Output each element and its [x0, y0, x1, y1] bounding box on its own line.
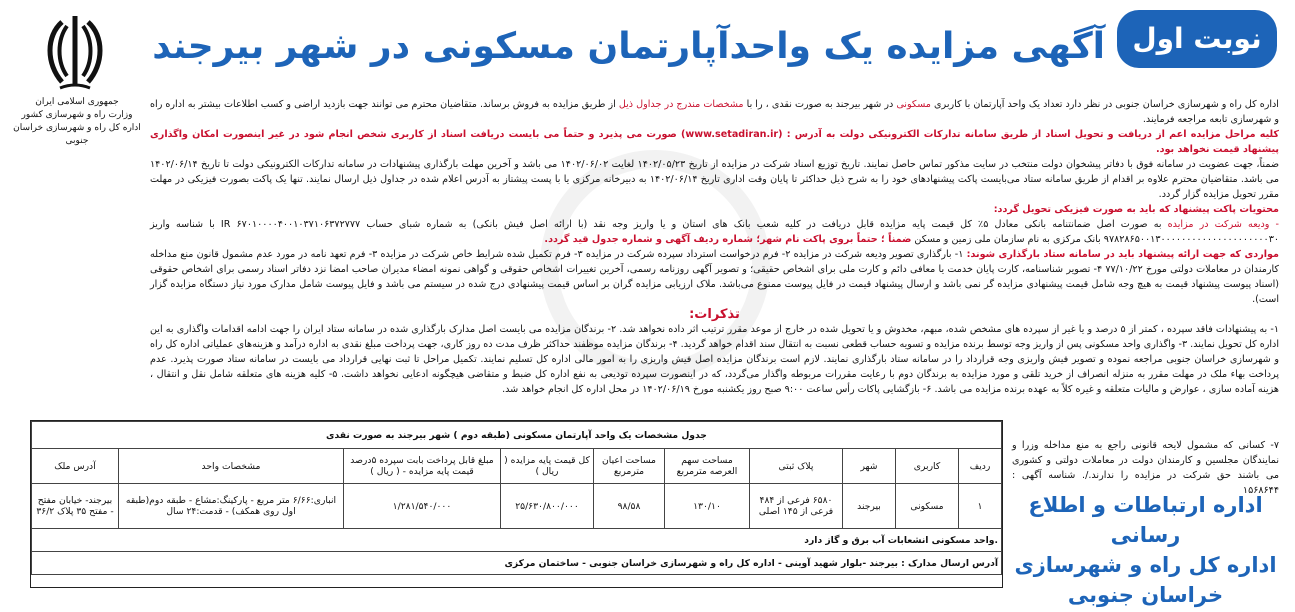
header-cell: کاربری [896, 449, 959, 484]
table-cell: ۹۸/۵۸ [594, 484, 665, 529]
header-cell: شهر [843, 449, 896, 484]
upload-title: مواردی که جهت ارائه پیشنهاد باید در سامانه ستاد بارگذاری شوند: [966, 249, 1279, 260]
property-table-box [30, 420, 1003, 588]
deposit-paragraph [150, 217, 1279, 247]
header-cell: ردیف [959, 449, 1002, 484]
header-cell: مشخصات واحد [119, 449, 344, 484]
setad-paragraph: کلیه مراحل مزایده اعم از دریافت و تحویل اسناد از طریق سامانه تدارکات الکترونیکی دولت به آدرس : (www.setadiran.ir) صورت می پذیرد و حتماً می بایست دریافت اسناد از کاربری شخص انجام شود در غیر اینصورت امکان واگذاری پیشنهاد قیمت نخواهد بود. [150, 129, 1279, 155]
notes-title: تذکرات: [689, 307, 740, 322]
intro-text-2: در شهر بیرجند به صورت نقدی ، را با [746, 99, 894, 110]
notice-title: آگهی مزایده یک واحدآپارتمان مسکونی در شهر بیرجند [152, 26, 1105, 67]
header-cell: کل قیمت پایه مزایده ( ریال ) [501, 449, 594, 484]
gov-line-1: جمهوری اسلامی ایران [35, 97, 119, 107]
notes-paragraph: ۱- به پیشنهادات فاقد سپرده ، کمتر از ۵ درصد و یا غیر از سپرده های مشخص شده، مبهم، مخدوش و یا تحویل شده در خارج از موعد مقرر ترتیب اثر داده نخواهد شد. ۲- برندگان مزایده می بایست اصل مدارک بارگذاری شده در سامانه ستاد ایران را جهت ادامه اقدامات واگذاری به این اداره کل تحویل نمایند. ۳- واگذاری واحد مسکونی پس از واریز وجه توسط برنده مزایده و تسویه حساب قطعی نسبت به انتقال سند اقدام خواهد گردید. ۴- برندگان مزایده موظفند حداکثر ظرف مدت ده روز کاری، جهت پرداخت مبلغ نقدی به اداره درآمد و هزینه‌های عملیاتی اداره کل راه و شهرسازی خراسان جنوبی مراجعه نموده و تصویر فیش واریزی وجه قرارداد را در سامانه ستاد بارگذاری نمایند. لازم است برندگان مزایده اصل فیش واریزی را به امور مالی اداره کل تسلیم نمایند. تکمیل مراحل تا ثبت نهایی قرارداد می بایست در سامانه ستاد صورت پذیرد. عدم پرداخت بهاء ملک در مهلت مقرر به منزله انصراف از خرید تلقی و مورد مزایده به برندگان دوم با رعایت مقررات مربوطه واگذار می‌گردد، که در اینصورت سپرده تودیعی به نفع اداره کل ضبط و متقاضی هیچگونه ادعایی نخواهد داشت. ۵- کلیه هزینه های متعلقه شامل نقل و انتقال ، هزینه آماده سازی ، عوارض و مالیات متعلقه و غیره کلاً به عهده برنده مزایده می باشد. ۶- بازگشایی پاکات رأس ساعت ۹:۰۰ صبح روز یکشنبه مورخ ۱۴۰۲/۰۶/۱۹ در محل اداره کل انجام خواهد شد. [150, 324, 1280, 395]
footer-line-1: اداره ارتباطات و اطلاع رسانی [1028, 493, 1263, 547]
table-cell: انباری:۶/۶۶ متر مربع - پارکینگ:مشاع - طبقه دوم(طبقه اول روی همکف) - قدمت:۲۴ سال [119, 484, 344, 529]
header-cell: مساحت اعیان مترمربع [594, 449, 665, 484]
deposit-red-note: ضمناً ؛ حتماً بروی پاکت نام شهر؛ شماره ردیف آگهی و شماره جدول قید گردد. [544, 234, 912, 245]
upload-text: ۱- بارگذاری تصویر ودیعه شرکت در مزایده ۲- فرم درخواست استرداد سپرده شرکت در مزایده ۳- فرم تکمیل شده شرایط خاص شرکت در مزایده ۳- فرم تعهد نامه در مورد عدم مشمول قانون منع مداخله کارمندان در معاملات دولتی مورخ ۷۷/۱۰/۲۲ ۴- تصویر شناسنامه، کارت پایان خدمت یا معافی دائم و کارت ملی برای اشخاص حقیقی؛ و تصویر آگهی روزنامه رسمی، آخرین تغییرات اشخاص حقوقی و گواهی نمونه امضاء مدیران صاحب امضا نزد دفاتر اسناد رسمی برای اشخاص حقوقی (اسناد پیوست پیشنهاد قیمت به هیچ وجه شامل قیمت پیشنهادی مزایده گر نمی باشد و ارسال پیشنهاد قیمت در فایل پیوست ممنوع می‌باشد. ملاک ارزیابی مزایده گران بر اساس قیمت پیشنهادی درج شده در سیستم می باشد و فایل پیوست شامل مدارک مورد نیاز دستگاه مزایده گزار است). [150, 249, 1279, 305]
issuing-office [1010, 490, 1281, 610]
first-round-badge: نوبت اول [1117, 10, 1277, 68]
gov-line-2: وزارت راه و شهرسازی کشور [21, 110, 133, 120]
footer-line-3: خراسان جنوبی [1067, 583, 1224, 607]
intro-paragraph [150, 97, 1279, 127]
table-cell: ۲۵/۶۳۰/۸۰۰/۰۰۰ [501, 484, 594, 529]
table-cell: ۱/۲۸۱/۵۴۰/۰۰۰ [344, 484, 501, 529]
table-row [32, 484, 1002, 529]
header-cell: مبلغ قابل پرداخت بابت سپرده ۵درصد قیمت پایه مزایده - ( ریال ) [344, 449, 501, 484]
footer-line-2: اداره کل راه و شهرسازی [1014, 553, 1277, 577]
intro-text-3: از طریق مزایده به فروش برساند. متقاضیان محترم می توانند جهت بازدید اراضی و کسب اطلاعات بیشتر به اداره راه و شهرسازی تابعه مراجعه فرمایند. [150, 99, 1279, 125]
table-cell: بیرجند- خیابان مفتح - مفتح ۳۵ پلاک ۳۶/۲ [32, 484, 119, 529]
upload-paragraph [150, 247, 1279, 307]
intro-text-1: اداره کل راه و شهرسازی خراسان جنوبی در نظر دارد تعداد یک واحد آپارتمان با کاربری [934, 99, 1279, 110]
utilities-note: .واحد مسکونی انشعابات آب برق و گاز دارد [32, 529, 1002, 552]
note-7: ۷- کسانی که مشمول لایحه قانونی راجع به منع مداخله وزرا و نمایندگان مجلسین و کارمندان دولت در معاملات دولتی و کشوری می باشند حق شرکت در مزایده را ندارند./. شناسه آگهی : ۱۵۶۸۶۴۴ [1012, 440, 1279, 496]
table-cell: ۱۳۰/۱۰ [665, 484, 750, 529]
table-caption: جدول مشخصات یک واحد آپارتمان مسکونی (طبقه دوم ) شهر بیرجند به صورت نقدی [32, 422, 1002, 449]
submission-address: آدرس ارسال مدارک : بیرجند -بلوار شهید آوینی - اداره کل راه و شهرسازی خراسان جنوبی - ساختمان مرکزی [32, 552, 1002, 575]
intro-red-1: مسکونی [896, 99, 931, 110]
ministry-lines [12, 96, 142, 148]
table-cell: مسکونی [896, 484, 959, 529]
table-cell: بیرجند [843, 484, 896, 529]
deposit-text: به صورت اصل ضمانتنامه بانکی معادل ۵٪ کل قیمت پایه مزایده قابل دریافت در کلیه شعب بانک های استان و یا واریز وجه نقد (با ارائه اصل فیش بانکی) به شماره شبای حساب IR ۶۷۰۱۰۰۰۰۴۰۰۱۰۳۷۱۰۶۳۷۲۷۷۷ با شناسه واریز ۹۷۸۲۸۶۵۰۰۱۳۰۰۰۰۰۰۰۰۰۰۰۰۰۰۰۰۰۰۰۰۰۳۰ بانک مرکزی به نام سازمان ملی زمین و مسکن [150, 219, 1279, 245]
table-cell: ۶۵۸۰ فرعی از ۴۸۴ فرعی از ۱۴۵ اصلی [750, 484, 843, 529]
table-header-row [32, 449, 1002, 484]
property-table [31, 421, 1002, 575]
intro-red-2: مشخصات مندرج در جداول ذیل [618, 99, 744, 110]
notice-body [150, 97, 1279, 397]
deposit-label: - ودیعه شرکت در مزایده [1167, 219, 1279, 230]
envelope-contents-title: محتویات پاکت پیشنهاد که باید به صورت فیزیکی تحویل گردد: [993, 204, 1279, 215]
header-cell: مساحت سهم العرصه مترمربع [665, 449, 750, 484]
timeline-paragraph: ضمناً، جهت عضویت در سامانه فوق با دفاتر پیشخوان دولت منتخب در سایت مذکور تماس حاصل نمایند. تاریخ توزیع اسناد شرکت در مزایده از تاریخ ۱۴۰۲/۰۵/۲۳ لغایت ۱۴۰۲/۰۶/۰۲ می باشد و آخرین مهلت بارگذاری پیشنهادات در سامانه تدارکات الکترونیکی دولت تا تاریخ ۱۴۰۲/۰۶/۱۴ می باشد. متقاضیان محترم علاوه بر اقدام از طریق سامانه ستاد می‌بایست پاکت پیشنهادهای خود را به شرح ذیل حداکثر تا پایان وقت اداری تاریخ ۱۴۰۲/۰۶/۱۴ به دبیرخانه مرکزی یا با پست پیشتاز به آدرس اعلام شده در جداول ذیل ارسال نمایند. تنها یک پاکت بصورت فیزیکی در مهلت مقرر تحویل مزایده گزار گردد. [150, 159, 1280, 200]
header-cell: پلاک ثبتی [750, 449, 843, 484]
iran-emblem-icon [40, 12, 110, 94]
header-cell: آدرس ملک [32, 449, 119, 484]
table-cell: ۱ [959, 484, 1002, 529]
gov-line-3: اداره کل راه و شهرسازی خراسان جنوبی [13, 123, 141, 146]
